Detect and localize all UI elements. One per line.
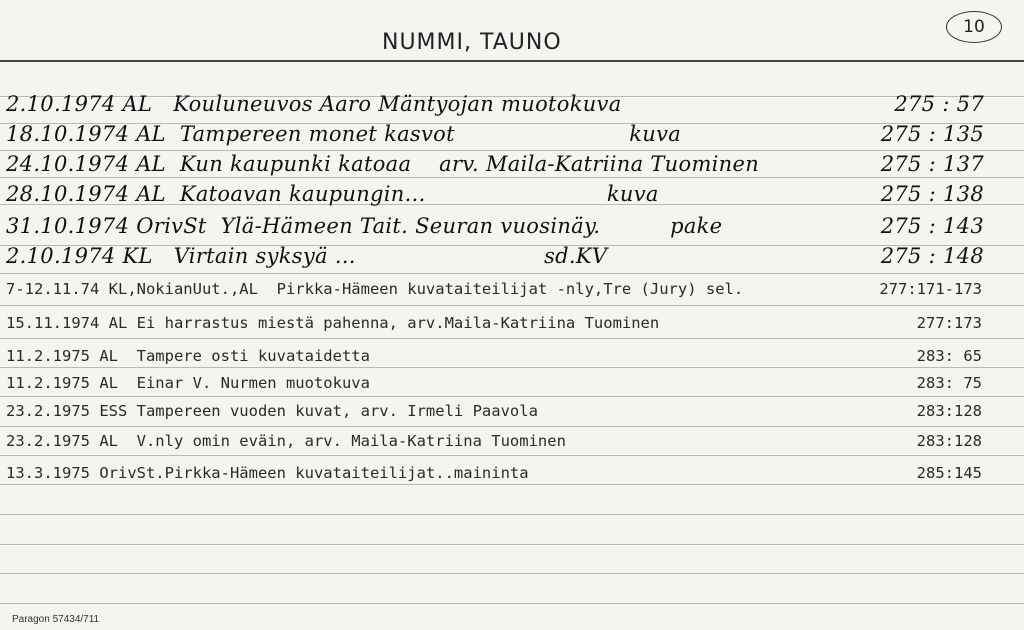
entry-text: 2.10.1974 KL Virtain syksyä ... sd.KV [6, 244, 608, 268]
entry-text: 31.10.1974 OrivSt Ylä-Hämeen Tait. Seuran vuosinäy. pake [6, 214, 723, 238]
entry-row [0, 88, 1024, 118]
entry-reference: 283:128 [916, 432, 982, 450]
entry-text: 24.10.1974 AL Kun kaupunki katoaa arv. Maila-Katriina Tuominen [6, 152, 760, 176]
card-title: NUMMI, TAUNO [382, 30, 562, 55]
entry-row [0, 337, 1024, 367]
ruled-line [0, 484, 1024, 485]
entry-text: 7-12.11.74 KL,NokianUut.,AL Pirkka-Hämeen kuvataiteilijat -nly,Tre (Jury) sel. [6, 280, 744, 298]
entry-reference: 277:171-173 [879, 280, 982, 298]
entry-reference: 283: 75 [916, 374, 982, 392]
entry-row [0, 304, 1024, 334]
entry-reference: 275 : 148 [880, 244, 984, 268]
entry-reference: 275 : 137 [880, 152, 984, 176]
entry-reference: 283:128 [916, 402, 982, 420]
entry-row [0, 364, 1024, 394]
ruled-line [0, 573, 1024, 574]
entry-reference: 277:173 [916, 314, 982, 332]
entry-reference: 275 : 143 [880, 214, 984, 238]
entry-row [0, 178, 1024, 208]
entry-text: 18.10.1974 AL Tampereen monet kasvot kuva [6, 122, 682, 146]
entry-text: 28.10.1974 AL Katoavan kaupungin... kuva [6, 182, 659, 206]
card-number-circle: 10 [946, 11, 1002, 43]
entry-row [0, 454, 1024, 484]
entry-text: 15.11.1974 AL Ei harrastus miestä pahenna, arv.Maila-Katriina Tuominen [6, 314, 660, 332]
entry-text: 23.2.1975 ESS Tampereen vuoden kuvat, arv. Irmeli Paavola [6, 402, 538, 420]
entry-row [0, 240, 1024, 270]
entry-text: 13.3.1975 OrivSt.Pirkka-Hämeen kuvataiteilijat..maininta [6, 464, 529, 482]
ruled-line [0, 603, 1024, 604]
entry-text: 23.2.1975 AL V.nly omin eväin, arv. Maila-Katriina Tuominen [6, 432, 566, 450]
entry-text: 11.2.1975 AL Tampere osti kuvataidetta [6, 347, 370, 365]
entry-text: 2.10.1974 AL Kouluneuvos Aaro Mäntyojan muotokuva [6, 92, 622, 116]
entry-row [0, 422, 1024, 452]
header-rule [0, 60, 1024, 62]
card-footer: Paragon 57434/711 [12, 614, 100, 625]
entry-row [0, 148, 1024, 178]
entry-row [0, 270, 1024, 300]
ruled-line [0, 544, 1024, 545]
entry-reference: 275 : 57 [894, 92, 984, 116]
entry-row [0, 210, 1024, 240]
entry-reference: 283: 65 [916, 347, 982, 365]
entry-reference: 275 : 135 [880, 122, 984, 146]
entry-text: 11.2.1975 AL Einar V. Nurmen muotokuva [6, 374, 370, 392]
entry-row [0, 118, 1024, 148]
ruled-line [0, 514, 1024, 515]
entry-reference: 275 : 138 [880, 182, 984, 206]
entry-reference: 285:145 [916, 464, 982, 482]
entry-row [0, 392, 1024, 422]
